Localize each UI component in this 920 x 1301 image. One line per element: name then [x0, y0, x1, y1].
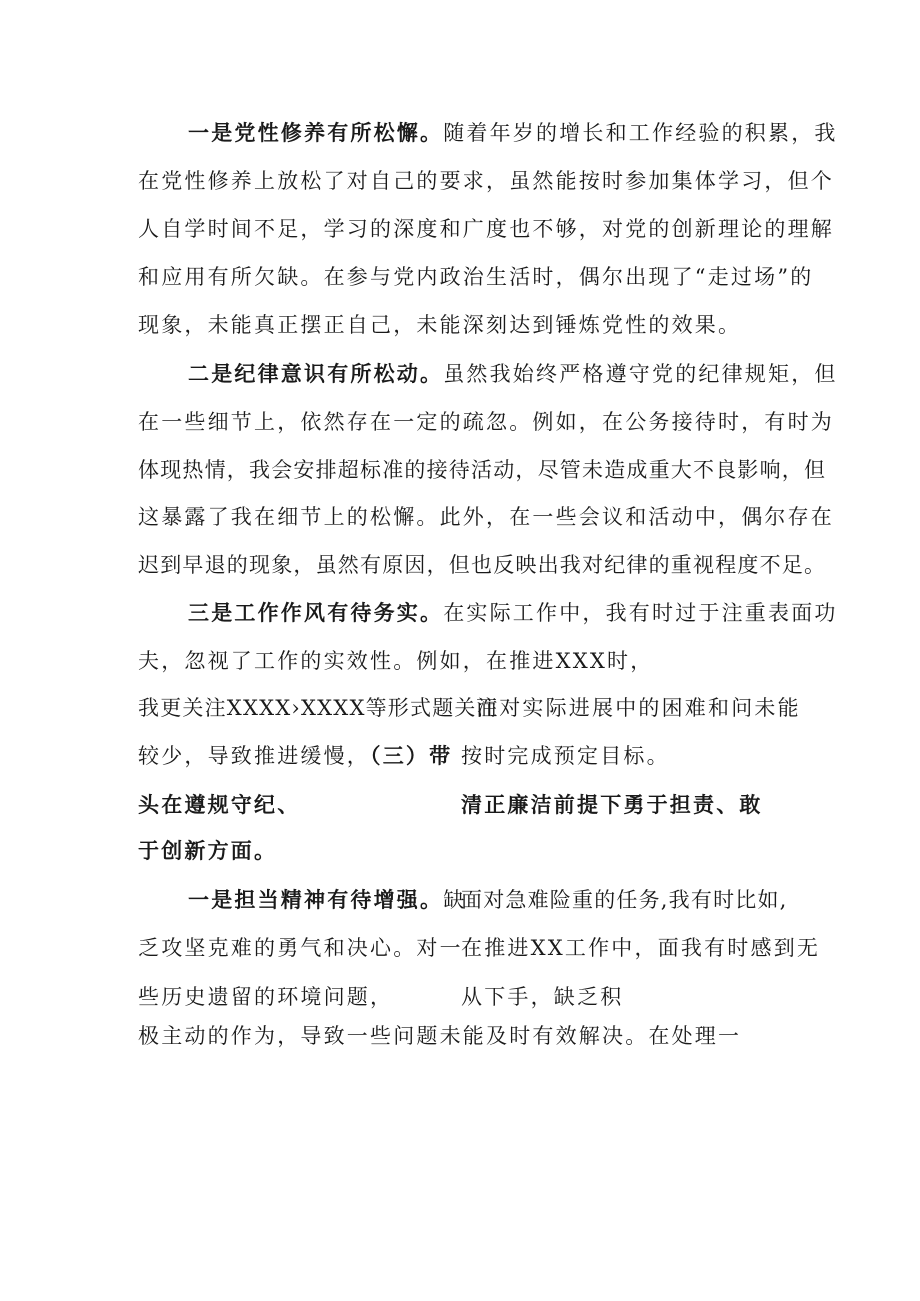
section-3-heading-end: 于创新方面。	[138, 838, 278, 863]
p2-line-1-text: 虽然我始终严格遵守党的纪律规矩，但	[443, 362, 838, 386]
section-3-heading-mid: 头在遵规守纪、	[138, 792, 301, 817]
p4-line-1-left	[188, 885, 466, 915]
section-3-heading-right: 清正廉洁前提下勇于担责、敢	[461, 792, 763, 817]
p4-heading: 一是担当精神有待增强。	[188, 887, 444, 912]
p4-line-3-right: 从下手，缺乏积	[461, 985, 624, 1009]
p3-line-2: 夫，忽视了工作的实效性。例如，在推进XXX时，	[138, 649, 654, 673]
p1-line-1	[188, 118, 838, 148]
p2-heading: 二是纪律意识有所松动。	[188, 361, 444, 386]
p4-line-4: 极主动的作为，导致一些问题未能及时有效解决。在处理一	[138, 1024, 742, 1048]
p2-line-1	[188, 359, 838, 389]
p3-line-3-left: 我更关注XXXX›XXXX等形式题关注	[138, 696, 499, 720]
p2-line-5: 迟到早退的现象，虽然有原因，但也反映出我对纪律的重视程度不足。	[138, 553, 827, 577]
p4-line-3-left: 些历史遗留的环境问题，	[138, 985, 394, 1009]
p1-line-4: 和应用有所欠缺。在参与党内政治生活时，偶尔出现了“走过场”的	[138, 265, 814, 289]
p4-line-1-right: 面对急难险重的任务,我有时比如,	[461, 888, 788, 912]
p3-line-4-left	[138, 741, 452, 771]
p4-line-2-left: 乏攻坚克难的勇气和决心。对一	[138, 936, 463, 960]
p2-line-2: 在一些细节上，依然存在一定的疏忽。例如，在公务接待时，有时为	[138, 410, 834, 434]
p3-line-1	[188, 598, 838, 628]
p1-heading: 一是党性修养有所松懈。	[188, 120, 444, 145]
section-3-heading-start: （三）带	[370, 743, 453, 768]
p3-line-4-right: 按时完成预定目标。	[461, 744, 670, 768]
p2-line-4: 这暴露了我在细节上的松懈。此外，在一些会议和活动中，偶尔存在	[138, 505, 834, 529]
p1-line-2: 在党性修养上放松了对自己的要求，虽然能按时参加集体学习，但个	[138, 169, 834, 193]
p2-line-3: 体现热情，我会安排超标准的接待活动，尽管未造成重大不良影响，但	[138, 458, 827, 482]
p1-line-1-text: 随着年岁的增长和工作经验的积累，我	[443, 121, 838, 145]
p1-line-3: 人自学时间不足，学习的深度和广度也不够，对党的创新理论的理解	[138, 217, 834, 241]
p4-line-2-right: 在推进XX工作中，面我有时感到无	[461, 936, 821, 960]
p3-heading: 三是工作作风有待务实。	[188, 600, 444, 625]
p3-line-1-text: 在实际工作中，我有时过于注重表面功	[443, 601, 838, 625]
p3-line-3-right: 而对实际进展中的困难和问未能	[476, 696, 801, 720]
p1-line-5: 现象，未能真正摆正自己，未能深刻达到锤炼党性的效果。	[138, 313, 742, 337]
p4-line-1-text: 缺	[443, 888, 467, 912]
p3-line-4-text: 较少，导致推进缓慢，	[138, 744, 370, 768]
